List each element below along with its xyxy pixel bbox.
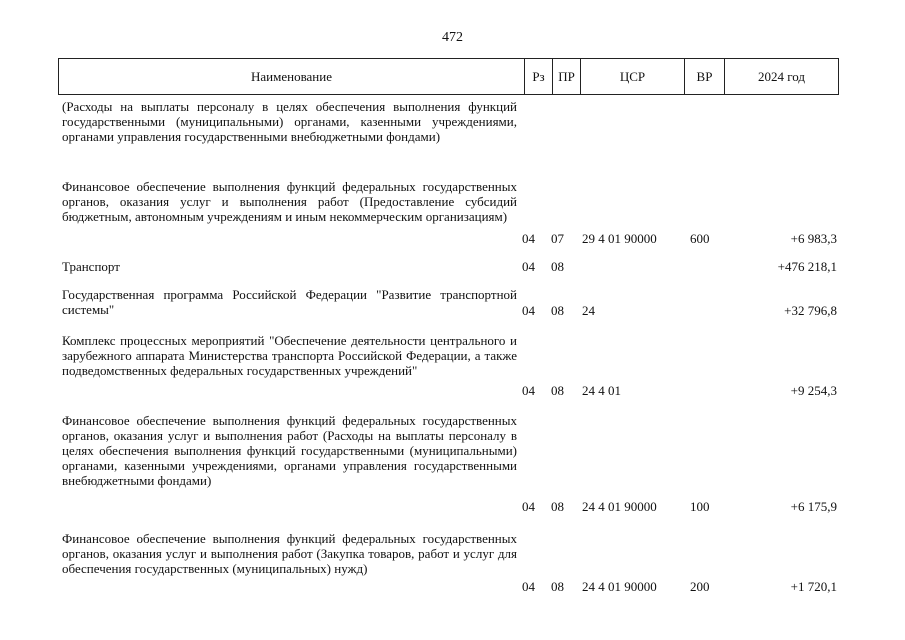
row-name: Финансовое обеспечение выполнения функций федеральных государственных органов, оказания услуг и выполнения работ (Предоставление субсидий бюджетным, автономным учреждениям и иным некоммерческим организациям) (62, 179, 517, 224)
row-value: +6 175,9 (790, 499, 837, 514)
row-vr: 200 (690, 579, 710, 594)
row-csr: 29 4 01 90000 (582, 231, 657, 246)
row-value: +6 983,3 (790, 231, 837, 246)
header-rz: Рз (524, 59, 552, 94)
row-pr: 07 (551, 231, 564, 246)
row-name: Государственная программа Российской Федерации "Развитие транспортной системы" (62, 287, 517, 317)
row-pr: 08 (551, 499, 564, 514)
row-csr: 24 4 01 (582, 383, 621, 398)
row-rz: 04 (522, 303, 535, 318)
row-csr: 24 4 01 90000 (582, 499, 657, 514)
row-name: Финансовое обеспечение выполнения функций федеральных государственных органов, оказания услуг и выполнения работ (Расходы на выплаты персоналу в целях обеспечения выполнения функций государственными (муниципальными) органами, казенными учреждениями, органами управления государственными внебюджетными фондами) (62, 413, 517, 488)
row-name: (Расходы на выплаты персоналу в целях обеспечения выполнения функций государственными (муниципальными) органами, казенными учреждениями, органами управления государственными внебюджетными фондами) (62, 99, 517, 144)
row-value: +476 218,1 (777, 259, 837, 274)
table-header (58, 58, 839, 95)
header-name: Наименование (251, 69, 332, 84)
row-pr: 08 (551, 383, 564, 398)
row-rz: 04 (522, 383, 535, 398)
row-value: +32 796,8 (784, 303, 837, 318)
row-pr: 08 (551, 259, 564, 274)
header-year: 2024 год (724, 59, 838, 94)
row-rz: 04 (522, 499, 535, 514)
header-csr: ЦСР (580, 59, 684, 94)
row-name: Транспорт (62, 259, 120, 274)
row-rz: 04 (522, 231, 535, 246)
row-rz: 04 (522, 259, 535, 274)
row-csr: 24 (582, 303, 595, 318)
row-value: +1 720,1 (790, 579, 837, 594)
row-value: +9 254,3 (790, 383, 837, 398)
row-name: Финансовое обеспечение выполнения функций федеральных государственных органов, оказания услуг и выполнения работ (Закупка товаров, работ и услуг для обеспечения государственных (муниципальных) нужд) (62, 531, 517, 576)
row-name: Комплекс процессных мероприятий "Обеспечение деятельности центрального и зарубежного аппарата Министерства транспорта Российской Федерации, а также подведомственных федеральных государственных учреждений" (62, 333, 517, 378)
row-pr: 08 (551, 303, 564, 318)
header-pr: ПР (552, 59, 580, 94)
header-vr: ВР (684, 59, 724, 94)
row-vr: 100 (690, 499, 710, 514)
row-rz: 04 (522, 579, 535, 594)
row-vr: 600 (690, 231, 710, 246)
row-csr: 24 4 01 90000 (582, 579, 657, 594)
row-pr: 08 (551, 579, 564, 594)
page-number: 472 (442, 30, 463, 45)
